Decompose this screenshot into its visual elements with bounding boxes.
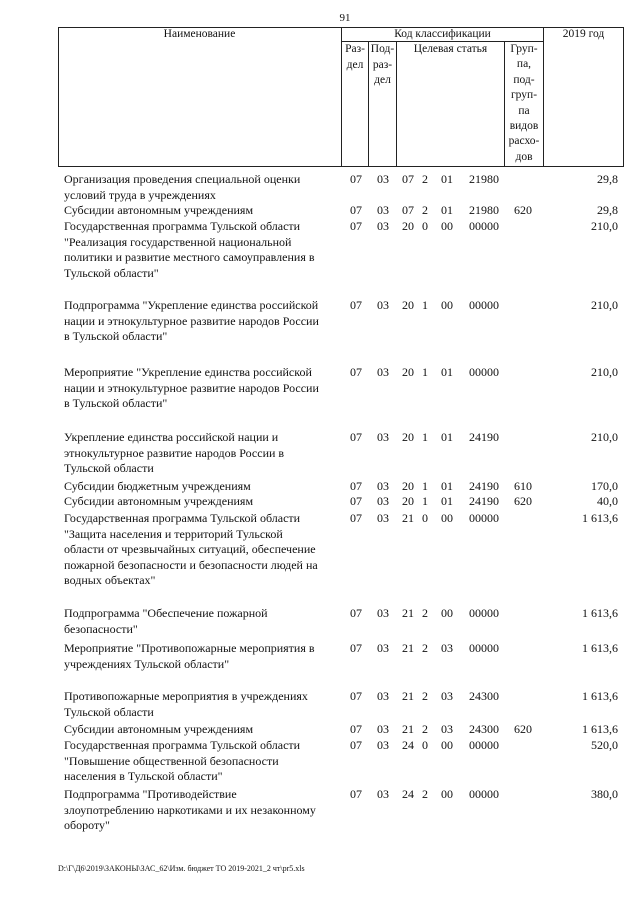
row-group: 620	[514, 203, 532, 217]
row-target-4: 24190	[469, 430, 499, 444]
row-target-2: 2	[422, 606, 428, 620]
row-razdel: 07	[350, 365, 362, 379]
row-razdel: 07	[350, 494, 362, 508]
row-podrazdel: 03	[377, 689, 389, 703]
row-target-1: 24	[402, 787, 414, 801]
row-target-2: 1	[422, 479, 428, 493]
row-target-2: 2	[422, 172, 428, 186]
row-amount: 210,0	[591, 430, 618, 444]
row-group: 620	[514, 494, 532, 508]
row-target-4: 00000	[469, 606, 499, 620]
row-razdel: 07	[350, 641, 362, 655]
row-name: Субсидии автономным учреждениям	[64, 722, 254, 736]
row-amount: 1 613,6	[582, 606, 618, 620]
row-amount: 1 613,6	[582, 511, 618, 525]
row-target-2: 0	[422, 511, 428, 525]
row-podrazdel: 03	[377, 203, 389, 217]
row-podrazdel: 03	[377, 511, 389, 525]
row-name: Субсидии автономным учреждениям	[64, 494, 254, 508]
row-razdel: 07	[350, 606, 362, 620]
header-divider-podrazdel	[396, 41, 397, 167]
row-name: Субсидии автономным учреждениям	[64, 203, 254, 217]
header-razdel: Раз- дел	[345, 43, 365, 71]
row-razdel: 07	[350, 511, 362, 525]
row-razdel: 07	[350, 430, 362, 444]
row-target-4: 24300	[469, 722, 499, 736]
row-target-1: 07	[402, 203, 414, 217]
row-target-3: 00	[441, 606, 453, 620]
row-podrazdel: 03	[377, 479, 389, 493]
row-target-1: 21	[402, 689, 414, 703]
row-amount: 1 613,6	[582, 722, 618, 736]
row-name: Подпрограмма "Обеспечение пожарной безопасности"	[64, 606, 268, 636]
row-amount: 29,8	[597, 203, 618, 217]
row-target-3: 01	[441, 430, 453, 444]
header-podrazdel: Под- раз- дел	[370, 43, 395, 86]
row-target-3: 00	[441, 511, 453, 525]
row-target-3: 01	[441, 479, 453, 493]
row-target-4: 00000	[469, 738, 499, 752]
row-group: 610	[514, 479, 532, 493]
row-target-2: 2	[422, 787, 428, 801]
row-target-2: 0	[422, 219, 428, 233]
row-target-3: 03	[441, 689, 453, 703]
header-border-left	[58, 27, 59, 167]
row-podrazdel: 03	[377, 494, 389, 508]
row-razdel: 07	[350, 738, 362, 752]
row-target-4: 24190	[469, 494, 499, 508]
row-amount: 1 613,6	[582, 689, 618, 703]
row-amount: 210,0	[591, 298, 618, 312]
row-target-2: 2	[422, 722, 428, 736]
row-name: Организация проведения специальной оценки условий труда в учреждениях	[64, 172, 301, 202]
row-amount: 210,0	[591, 219, 618, 233]
row-podrazdel: 03	[377, 722, 389, 736]
row-podrazdel: 03	[377, 298, 389, 312]
header-target: Целевая статья	[413, 43, 488, 55]
row-amount: 40,0	[597, 494, 618, 508]
header-name: Наименование	[163, 28, 236, 40]
row-podrazdel: 03	[377, 641, 389, 655]
row-target-3: 01	[441, 365, 453, 379]
header-border-right	[623, 27, 624, 167]
row-target-4: 00000	[469, 219, 499, 233]
row-podrazdel: 03	[377, 219, 389, 233]
row-podrazdel: 03	[377, 365, 389, 379]
row-razdel: 07	[350, 298, 362, 312]
row-amount: 520,0	[591, 738, 618, 752]
row-target-3: 01	[441, 203, 453, 217]
row-target-1: 20	[402, 298, 414, 312]
row-target-4: 00000	[469, 787, 499, 801]
row-target-1: 20	[402, 479, 414, 493]
row-razdel: 07	[350, 479, 362, 493]
row-name: Подпрограмма "Укрепление единства российской нации и этнокультурное развитие народов России в Тульской области"	[64, 298, 319, 343]
row-target-2: 0	[422, 738, 428, 752]
header-divider-year	[543, 27, 544, 167]
row-target-1: 07	[402, 172, 414, 186]
row-name: Государственная программа Тульской области "Реализация государственной национальной политики и развитие местного самоуправления в Тульской области"	[64, 219, 315, 280]
row-target-3: 00	[441, 298, 453, 312]
row-name: Субсидии бюджетным учреждениям	[64, 479, 251, 493]
row-target-4: 00000	[469, 298, 499, 312]
header-year: 2019 год	[562, 28, 605, 40]
row-target-1: 20	[402, 219, 414, 233]
row-target-2: 1	[422, 365, 428, 379]
file-path-footer: D:\Г\Д6\2019\ЗАКОНЫ\ЗАС_62\Изм. бюджет ТО 2019-2021_2 чт\pr5.xls	[58, 864, 305, 873]
table-header	[58, 27, 624, 167]
row-target-4: 00000	[469, 365, 499, 379]
row-name: Мероприятие "Укрепление единства российской нации и этнокультурное развитие народов России в Тульской области"	[64, 365, 319, 410]
row-podrazdel: 03	[377, 430, 389, 444]
row-target-1: 21	[402, 641, 414, 655]
row-target-1: 20	[402, 430, 414, 444]
row-amount: 1 613,6	[582, 641, 618, 655]
row-amount: 170,0	[591, 479, 618, 493]
row-target-1: 21	[402, 722, 414, 736]
row-target-3: 00	[441, 219, 453, 233]
row-group: 620	[514, 722, 532, 736]
row-podrazdel: 03	[377, 787, 389, 801]
row-target-3: 00	[441, 738, 453, 752]
row-target-3: 01	[441, 172, 453, 186]
row-name: Мероприятие "Противопожарные мероприятия в учреждениях Тульской области"	[64, 641, 315, 671]
row-name: Подпрограмма "Противодействие злоупотреблению наркотиками и их незаконному обороту"	[64, 787, 316, 832]
row-razdel: 07	[350, 787, 362, 801]
row-target-1: 20	[402, 365, 414, 379]
row-amount: 210,0	[591, 365, 618, 379]
row-razdel: 07	[350, 203, 362, 217]
row-target-4: 00000	[469, 511, 499, 525]
row-target-4: 21980	[469, 172, 499, 186]
row-target-4: 00000	[469, 641, 499, 655]
row-target-2: 1	[422, 494, 428, 508]
row-name: Противопожарные мероприятия в учреждениях Тульской области	[64, 689, 308, 719]
row-target-1: 21	[402, 511, 414, 525]
row-target-4: 24300	[469, 689, 499, 703]
row-razdel: 07	[350, 172, 362, 186]
row-podrazdel: 03	[377, 606, 389, 620]
header-code-group: Код классификации	[394, 28, 491, 40]
header-group: Груп- па, под- груп- па видов расхо- дов	[508, 43, 540, 163]
row-target-3: 01	[441, 494, 453, 508]
row-target-3: 00	[441, 787, 453, 801]
row-razdel: 07	[350, 722, 362, 736]
row-target-1: 24	[402, 738, 414, 752]
row-name: Государственная программа Тульской области "Защита населения и территорий Тульской области от чрезвычайных ситуаций, обеспечение пожарной безопасности и безопасности людей на водных объектах"	[64, 511, 318, 587]
row-podrazdel: 03	[377, 738, 389, 752]
row-razdel: 07	[350, 219, 362, 233]
row-podrazdel: 03	[377, 172, 389, 186]
row-target-4: 21980	[469, 203, 499, 217]
page-number: 91	[339, 12, 351, 24]
row-target-2: 1	[422, 298, 428, 312]
row-amount: 29,8	[597, 172, 618, 186]
row-target-3: 03	[441, 641, 453, 655]
row-target-2: 2	[422, 689, 428, 703]
row-name: Государственная программа Тульской области "Повышение общественной безопасности населения в Тульской области"	[64, 738, 301, 783]
row-target-3: 03	[441, 722, 453, 736]
row-target-1: 21	[402, 606, 414, 620]
row-target-2: 2	[422, 203, 428, 217]
row-target-2: 1	[422, 430, 428, 444]
row-target-4: 24190	[469, 479, 499, 493]
row-razdel: 07	[350, 689, 362, 703]
row-amount: 380,0	[591, 787, 618, 801]
row-target-1: 20	[402, 494, 414, 508]
row-name: Укрепление единства российской нации и этнокультурное развитие народов России в Тульской области	[64, 430, 285, 475]
row-target-2: 2	[422, 641, 428, 655]
